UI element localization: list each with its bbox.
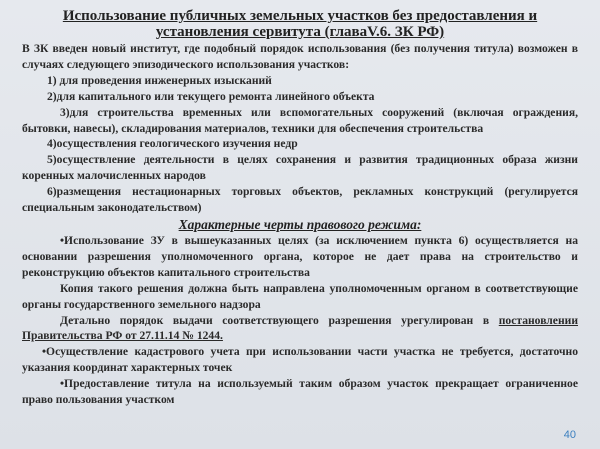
feature-3 xyxy=(22,313,578,345)
page-number: 40 xyxy=(563,429,576,441)
title-line-1: Использование публичных земельных участков без предоставления и xyxy=(62,8,538,24)
slide-body xyxy=(22,41,578,408)
list-item-3: 3)для строительства временных или вспомогательных сооружений (включая ограждения, бытовки, навесы), складирования материалов, техники для обеспечения строительства xyxy=(22,105,578,135)
slide-title xyxy=(22,8,578,40)
feature-2: Копия такого решения должна быть направлена уполномоченным органом в соответствующие органы государственного земельного надзора xyxy=(22,281,578,311)
feature-3-text: Детально порядок выдачи соответствующего разрешения урегулирован в xyxy=(60,313,499,327)
list-item-1: 1) для проведения инженерных изысканий xyxy=(47,73,272,87)
list-item-2: 2)для капитального или текущего ремонта линейного объекта xyxy=(47,89,375,103)
list-item-4: 4)осуществления геологического изучения недр xyxy=(47,137,298,151)
intro-paragraph: В ЗК введен новый институт, где подобный порядок использования (без получения титула) возможен в случаях следующего эпизодического использования участков: xyxy=(22,42,578,71)
resolution-link: постановлении Правительства РФ от 27.11.14 № 1244. xyxy=(22,313,578,343)
section-subtitle: Характерные черты правового режима: xyxy=(178,216,422,232)
list-item-6: 6)размещения нестационарных торговых объектов, рекламных конструкций (регулируется специальным законодательством) xyxy=(22,185,578,215)
feature-5: •Предоставление титула на используемый таким образом участок прекращает ограниченное право пользования участком xyxy=(22,377,578,407)
feature-1: •Использование ЗУ в вышеуказанных целях (за исключением пункта 6) осуществляется на основании разрешения уполномоченного органа, которое не дает права на строительство и реконструкцию объектов капитального строительства xyxy=(22,233,578,279)
feature-4: •Осуществление кадастрового учета при использовании части участка не требуется, достаточно указания координат характерных точек xyxy=(22,345,578,375)
title-line-2: установления сервитута (главаV.6. ЗК РФ) xyxy=(155,24,445,40)
list-item-5: 5)осуществление деятельности в целях сохранения и развития традиционных образа жизни коренных малочисленных народов xyxy=(22,153,578,183)
